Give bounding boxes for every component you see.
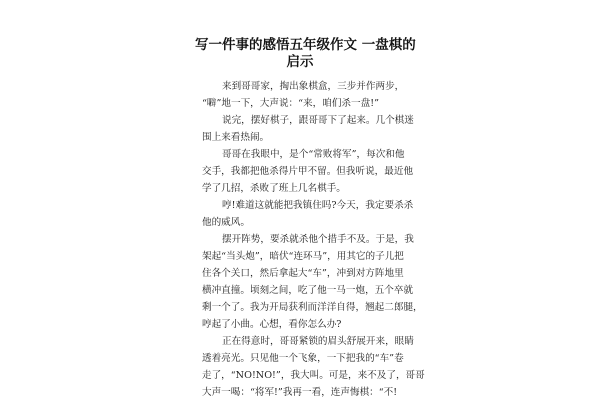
body-line: 架起“当头炮”，暗伏“连环马”，用其它的子儿把	[202, 251, 404, 262]
body-line: 哥哥在我眼中，是个“常败将军”，每次和他	[222, 149, 405, 160]
body-line: 来到哥哥家，掏出象棋盒，三步并作两步，	[222, 81, 405, 92]
body-line: 透着亮光。只见他一个飞象，一下把我的“车”卷	[202, 353, 404, 364]
article-title	[195, 37, 416, 71]
body-line: “噼”地一下，大声说：“来，咱们杀一盘!”	[202, 98, 379, 109]
body-line: 摆开阵势，要杀就杀他个措手不及。于是，我	[222, 234, 414, 245]
body-line: 剩一个了。我为开局获利而洋洋自得，翘起二郎腿，	[202, 302, 423, 313]
body-line: 学了几招，杀败了班上几名棋手。	[202, 183, 346, 194]
body-line: 走了，“NO!NO!”，我大叫。可是，来不及了，哥哥	[202, 370, 425, 381]
body-line: 交手，我都把他杀得片甲不留。但我听说，最近他	[202, 166, 414, 177]
body-line: 说完，摆好棋子，跟哥哥下了起来。几个棋迷	[222, 115, 414, 126]
article-title-line-2: 启示	[286, 54, 314, 70]
body-line: 正在得意时，哥哥紧锁的眉头舒展开来，眼睛	[222, 336, 414, 347]
article-title-line-1: 写一件事的感悟五年级作文 一盘棋的	[195, 37, 416, 53]
body-line: 围上来看热闹。	[202, 132, 270, 143]
body-line: 横冲直撞。顷刻之间，吃了他一马一炮，五个卒就	[202, 285, 414, 296]
article-body	[202, 78, 425, 400]
body-line: 哼起了小曲。心想，看你怎么办?	[202, 319, 342, 330]
body-line: 住各个关口，然后拿起大“车”，冲到对方阵地里	[202, 268, 404, 279]
body-line: 大声一喝：“将军!”我再一看，连声悔棋：“不!	[202, 387, 398, 398]
body-line: 哼!难道这就能把我镇住吗?今天，我定要杀杀	[222, 200, 414, 211]
body-line: 他的威风。	[202, 217, 250, 228]
